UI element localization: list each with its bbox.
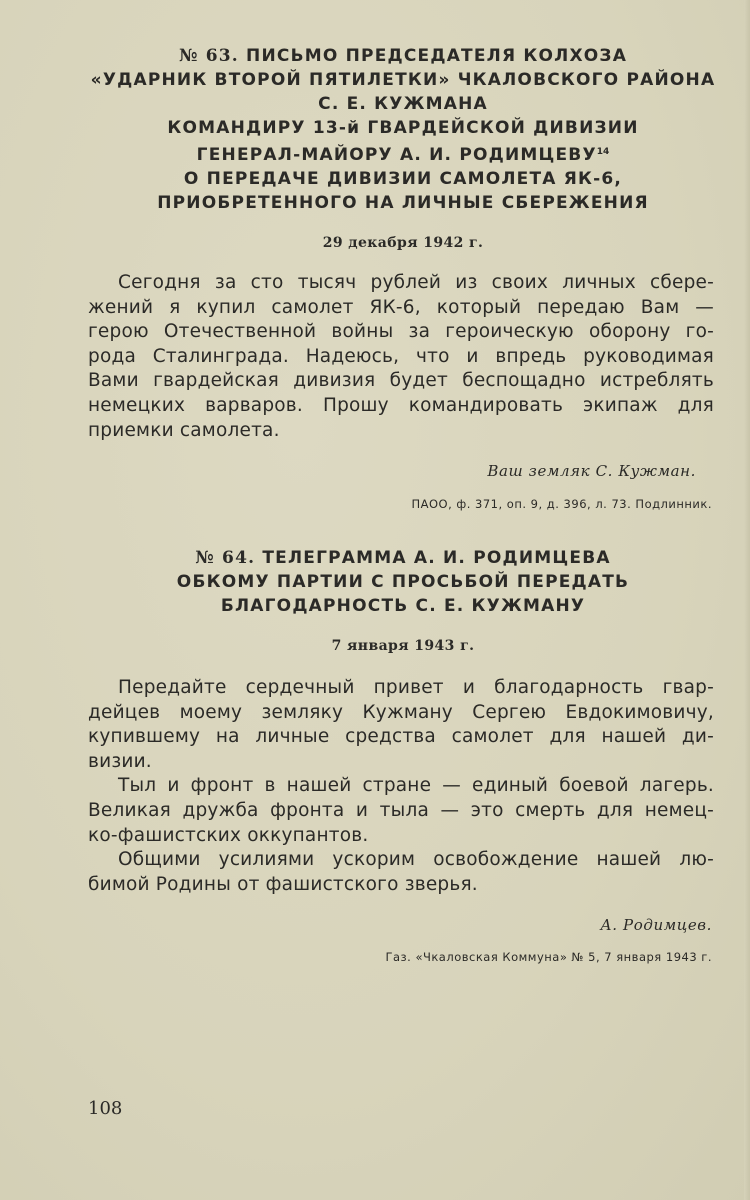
document-date: 29 декабря 1942 г. xyxy=(322,235,484,251)
heading-line: С. Е. КУЖМАНА xyxy=(318,94,488,114)
text-line: Передайте сердечный привет и благодарность гвар- xyxy=(118,677,714,698)
text-line: Общими усилиями ускорим освобождение нашей лю- xyxy=(118,849,714,871)
signature: Ваш земляк С. Кужман. xyxy=(487,462,696,481)
document-63-heading xyxy=(88,44,718,215)
archive-source: ПАОО, ф. 371, оп. 9, д. 396, л. 73. Подлинник. xyxy=(411,497,712,512)
document-number: № 64. xyxy=(195,548,256,568)
document-63 xyxy=(88,44,718,511)
page-number: 108 xyxy=(88,1098,123,1119)
heading-line: БЛАГОДАРНОСТЬ С. Е. КУЖМАНУ xyxy=(220,596,586,616)
document-64-body xyxy=(88,676,718,897)
document-number: № 63. xyxy=(178,46,239,66)
heading-line: ГЕНЕРАЛ-МАЙОРУ А. И. РОДИМЦЕВУ$^{14}$ xyxy=(196,145,610,165)
text-line: приемки самолета. xyxy=(88,419,280,441)
text-line: немецких варваров. Прошу командировать экипаж для xyxy=(88,394,714,416)
document-63-body xyxy=(88,271,718,443)
heading-line: «УДАРНИК ВТОРОЙ ПЯТИЛЕТКИ» ЧКАЛОВСКОГО РАЙОНА xyxy=(90,70,716,90)
page-edge xyxy=(744,0,750,1200)
text-line: рода Сталинграда. Надеюсь, что и впредь руководимая xyxy=(88,345,714,367)
text-line: Великая дружба фронта и тыла — это смерть для немец- xyxy=(88,799,714,821)
heading-line: № 63. ПИСЬМО ПРЕДСЕДАТЕЛЯ КОЛХОЗА xyxy=(178,46,628,66)
text-line: купившему на личные средства самолет для нашей ди- xyxy=(88,726,714,748)
heading-line: ПРИОБРЕТЕННОГО НА ЛИЧНЫЕ СБЕРЕЖЕНИЯ xyxy=(157,193,649,213)
heading-line: КОМАНДИРУ 13-й ГВАРДЕЙСКОЙ ДИВИЗИИ xyxy=(167,118,639,138)
text-line: герою Отечественной войны за героическую оборону го- xyxy=(88,321,714,343)
text-line: Сегодня за сто тысяч рублей из своих личных сбере- xyxy=(118,272,714,293)
document-64-heading xyxy=(88,546,718,618)
footnote-mark: 14 xyxy=(596,147,610,157)
document-64 xyxy=(88,546,718,964)
text-line: бимой Родины от фашистского зверья. xyxy=(88,873,478,895)
text-line: жений я купил самолет ЯК-6, который передаю Вам — xyxy=(88,296,714,318)
heading-line: № 64. ТЕЛЕГРАММА А. И. РОДИМЦЕВА xyxy=(195,548,611,568)
text-line: визии. xyxy=(88,750,152,772)
text-line: Вами гвардейская дивизия будет беспощадно истреблять xyxy=(88,370,714,392)
heading-line: О ПЕРЕДАЧЕ ДИВИЗИИ САМОЛЕТА ЯК-6, xyxy=(183,169,623,189)
text-line: Тыл и фронт в нашей стране — единый боевой лагерь. xyxy=(118,775,714,797)
newspaper-source: Газ. «Чкаловская Коммуна» № 5, 7 января 1943 г. xyxy=(385,950,712,965)
text-line: ко-фашистских оккупантов. xyxy=(88,824,369,846)
document-date: 7 января 1943 г. xyxy=(331,638,475,654)
text-line: дейцев моему земляку Кужману Сергею Евдокимовичу, xyxy=(88,701,714,723)
heading-line: ОБКОМУ ПАРТИИ С ПРОСЬБОЙ ПЕРЕДАТЬ xyxy=(176,572,630,592)
signature: А. Родимцев. xyxy=(600,916,712,935)
